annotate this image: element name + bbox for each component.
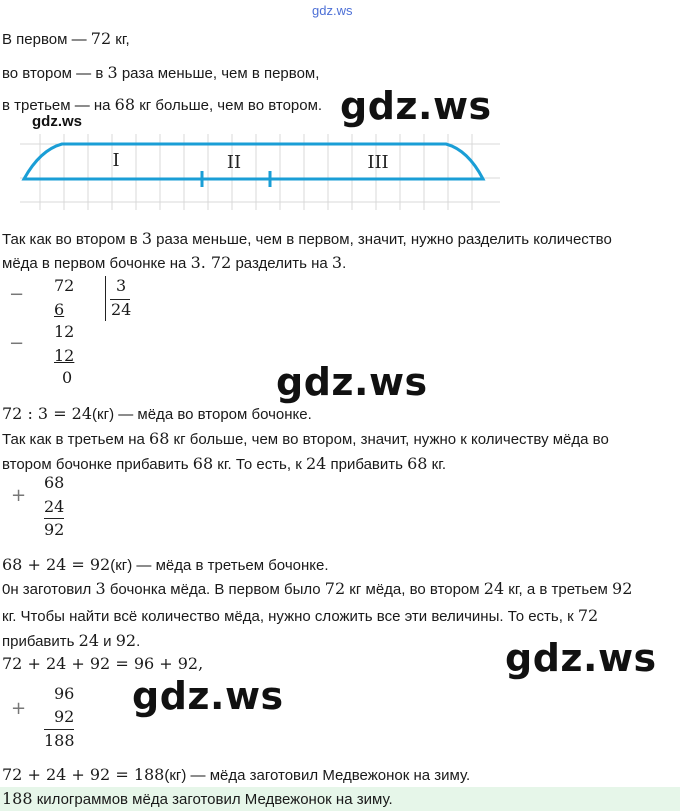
plus-sign-1: + [11, 485, 27, 506]
watermark-4: gdz.ws [132, 674, 284, 718]
addend-a: 68 [44, 473, 65, 492]
remainder-2: 0 [62, 368, 73, 387]
step3-line1: 0н заготовил 3 бочонка мёда. В первом было 72 кг мёда, во втором 24 кг, а в третьем 92 [2, 579, 633, 598]
given-first: В первом — 72 кг, [2, 29, 130, 48]
addend-d: 92 [54, 707, 75, 726]
subtrahend-1: 6 [54, 300, 65, 319]
label-first: I [112, 150, 120, 171]
watermark-2: gdz.ws [276, 360, 428, 404]
step1-line1: Так как во втором в 3 раза меньше, чем в первом, значит, нужно разделить количество [2, 229, 612, 248]
dividend: 72 [54, 276, 75, 295]
step3-result: 72 + 24 + 92 = 188(кг) — мёда заготовил Медвежонок на зиму. [2, 765, 471, 784]
watermark-3: gdz.ws [505, 636, 657, 680]
step1-result: 72 : 3 = 24(кг) — мёда во втором бочонке. [2, 404, 312, 423]
sum-1: 92 [44, 520, 65, 539]
remainder-1: 12 [54, 322, 75, 341]
step3-line3: прибавить 24 и 92. [2, 631, 141, 650]
step3-line2: кг. Чтобы найти всё количество мёда, нужно сложить все эти величины. То есть, к 72 [2, 606, 599, 625]
step1-line2: мёда в первом бочонке на 3. 72 разделить на 3. [2, 253, 347, 272]
watermark-small: gdz.ws [32, 113, 83, 130]
quotient: 24 [111, 300, 132, 319]
step2-line2: втором бочонке прибавить 68 кг. То есть, к 24 прибавить 68 кг. [2, 454, 447, 473]
subtrahend-2: 12 [54, 346, 75, 365]
answer: 188 килограммов мёда заготовил Медвежонок на зиму. [2, 789, 393, 808]
watermark-top: gdz.ws [312, 3, 353, 18]
barrel-diagram [0, 130, 500, 212]
label-third: III [367, 152, 389, 173]
division-minus-2: − [9, 333, 25, 354]
addend-c: 96 [54, 684, 75, 703]
barrel-shape [24, 144, 483, 179]
sum-2: 188 [44, 731, 75, 750]
step3-expression: 72 + 24 + 92 = 96 + 92, [2, 654, 204, 673]
sum-bar-2 [44, 729, 74, 730]
step2-result: 68 + 24 = 92(кг) — мёда в третьем бочонке. [2, 555, 329, 574]
plus-sign-2: + [11, 698, 27, 719]
divisor: 3 [116, 276, 127, 295]
label-second: II [226, 152, 242, 173]
step2-line1: Так как в третьем на 68 кг больше, чем во втором, значит, нужно к количеству мёда во [2, 429, 609, 448]
watermark-1: gdz.ws [340, 84, 492, 128]
division-minus-1: − [9, 284, 25, 305]
given-third: в третьем — на 68 кг больше, чем во втором. [2, 95, 323, 114]
sum-bar-1 [44, 518, 64, 519]
division-vertical-bar [105, 276, 106, 321]
given-second: во втором — в 3 раза меньше, чем в первом, [2, 63, 320, 82]
addend-b: 24 [44, 497, 65, 516]
